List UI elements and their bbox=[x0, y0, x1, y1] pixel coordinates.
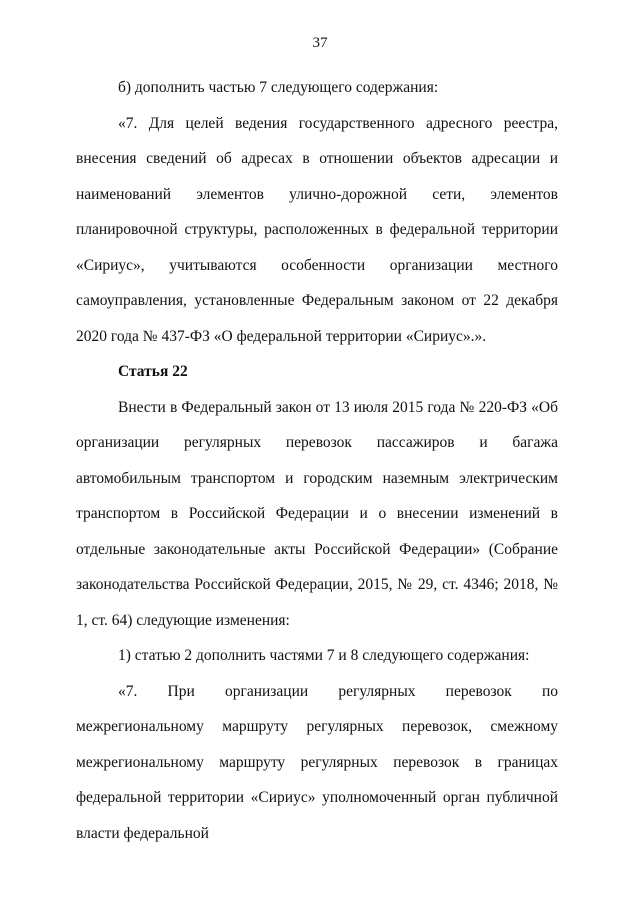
paragraph-article-22-intro: Внести в Федеральный закон от 13 июля 2015 года № 220-ФЗ «Об организации регулярных перевозок пассажиров и багажа автомобильным транспортом и городским наземным электрическим транспортом в Российской Федерации и о внесении изменений в отдельные законодательные акты Российской Федерации» (Собрание законодательства Российской Федерации, 2015, № 29, ст. 4346; 2018, № 1, ст. 64) следующие изменения: bbox=[76, 398, 558, 629]
article-heading: Статья 22 bbox=[118, 363, 188, 380]
paragraph-item-1: 1) статью 2 дополнить частями 7 и 8 следующего содержания: bbox=[118, 647, 530, 664]
page-number: 37 bbox=[312, 35, 328, 51]
paragraph-amendment-b: б) дополнить частью 7 следующего содержания: bbox=[118, 79, 439, 96]
paragraph-part-7-new: «7. При организации регулярных перевозок по межрегиональному маршруту регулярных перевозок, смежному межрегиональному маршруту регулярных перевозок в границах федеральной территории «Сириус» уполномоченный орган публичной власти федеральной bbox=[76, 682, 558, 842]
document-body bbox=[76, 70, 558, 851]
paragraph-part-7-text: «7. Для целей ведения государственного адресного реестра, внесения сведений об адресах в отношении объектов адресации и наименований элементов улично-дорожной сети, элементов планировочной структуры, расположенных в федеральной территории «Сириус», учитываются особенности организации местного самоуправления, установленные Федеральным законом от 22 декабря 2020 года № 437-ФЗ «О федеральной территории «Сириус».». bbox=[76, 114, 558, 345]
